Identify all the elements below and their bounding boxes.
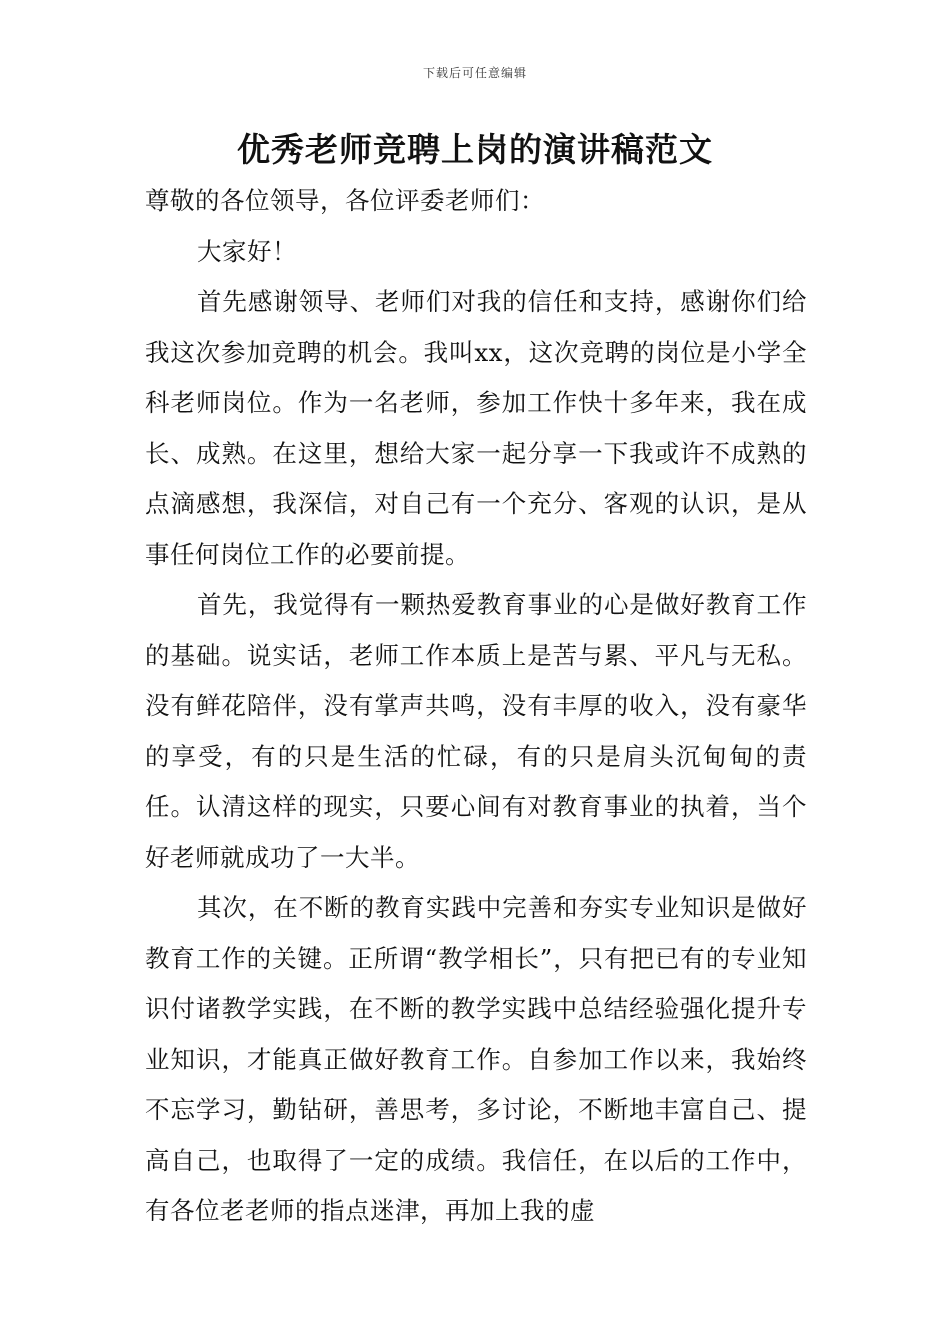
header-note: 下载后可任意编辑 bbox=[422, 66, 527, 80]
document-body bbox=[145, 176, 807, 1237]
document-title: 优秀老师竞聘上岗的演讲稿范文 bbox=[237, 130, 713, 169]
paragraph-3: 其次，在不断的教育实践中完善和夯实专业知识是做好教育工作的关键。正所谓“教学相长”，只有把已有的专业知识付诸教学实践，在不断的教学实践中总结经验强化提升专业知识，才能真正做好教育工作。自参加工作以来，我始终不忘学习，勤钻研，善思考，多讨论，不断地丰富自己、提高自己，也取得了一定的成绩。我信任，在以后的工作中，有各位老老师的指点迷津，再加上我的虚 bbox=[145, 893, 807, 1225]
paragraph-1: 首先感谢领导、老师们对我的信任和支持，感谢你们给我这次参加竞聘的机会。我叫xx，这次竞聘的岗位是小学全科老师岗位。作为一名老师，参加工作快十多年来，我在成长、成熟。在这里，想给大家一起分享一下我或许不成熟的点滴感想，我深信，对自己有一个充分、客观的认识，是从事任何岗位工作的必要前提。 bbox=[145, 287, 807, 569]
salutation: 尊敬的各位领导，各位评委老师们： bbox=[145, 186, 545, 215]
paragraph-2: 首先，我觉得有一颗热爱教育事业的心是做好教育工作的基础。说实话，老师工作本质上是苦与累、平凡与无私。没有鲜花陪伴，没有掌声共鸣，没有丰厚的收入，没有豪华的享受，有的只是生活的忙碌，有的只是肩头沉甸甸的责任。认清这样的现实，只要心间有对教育事业的执着，当个好老师就成功了一大半。 bbox=[145, 590, 807, 872]
greeting: 大家好！ bbox=[197, 236, 297, 266]
